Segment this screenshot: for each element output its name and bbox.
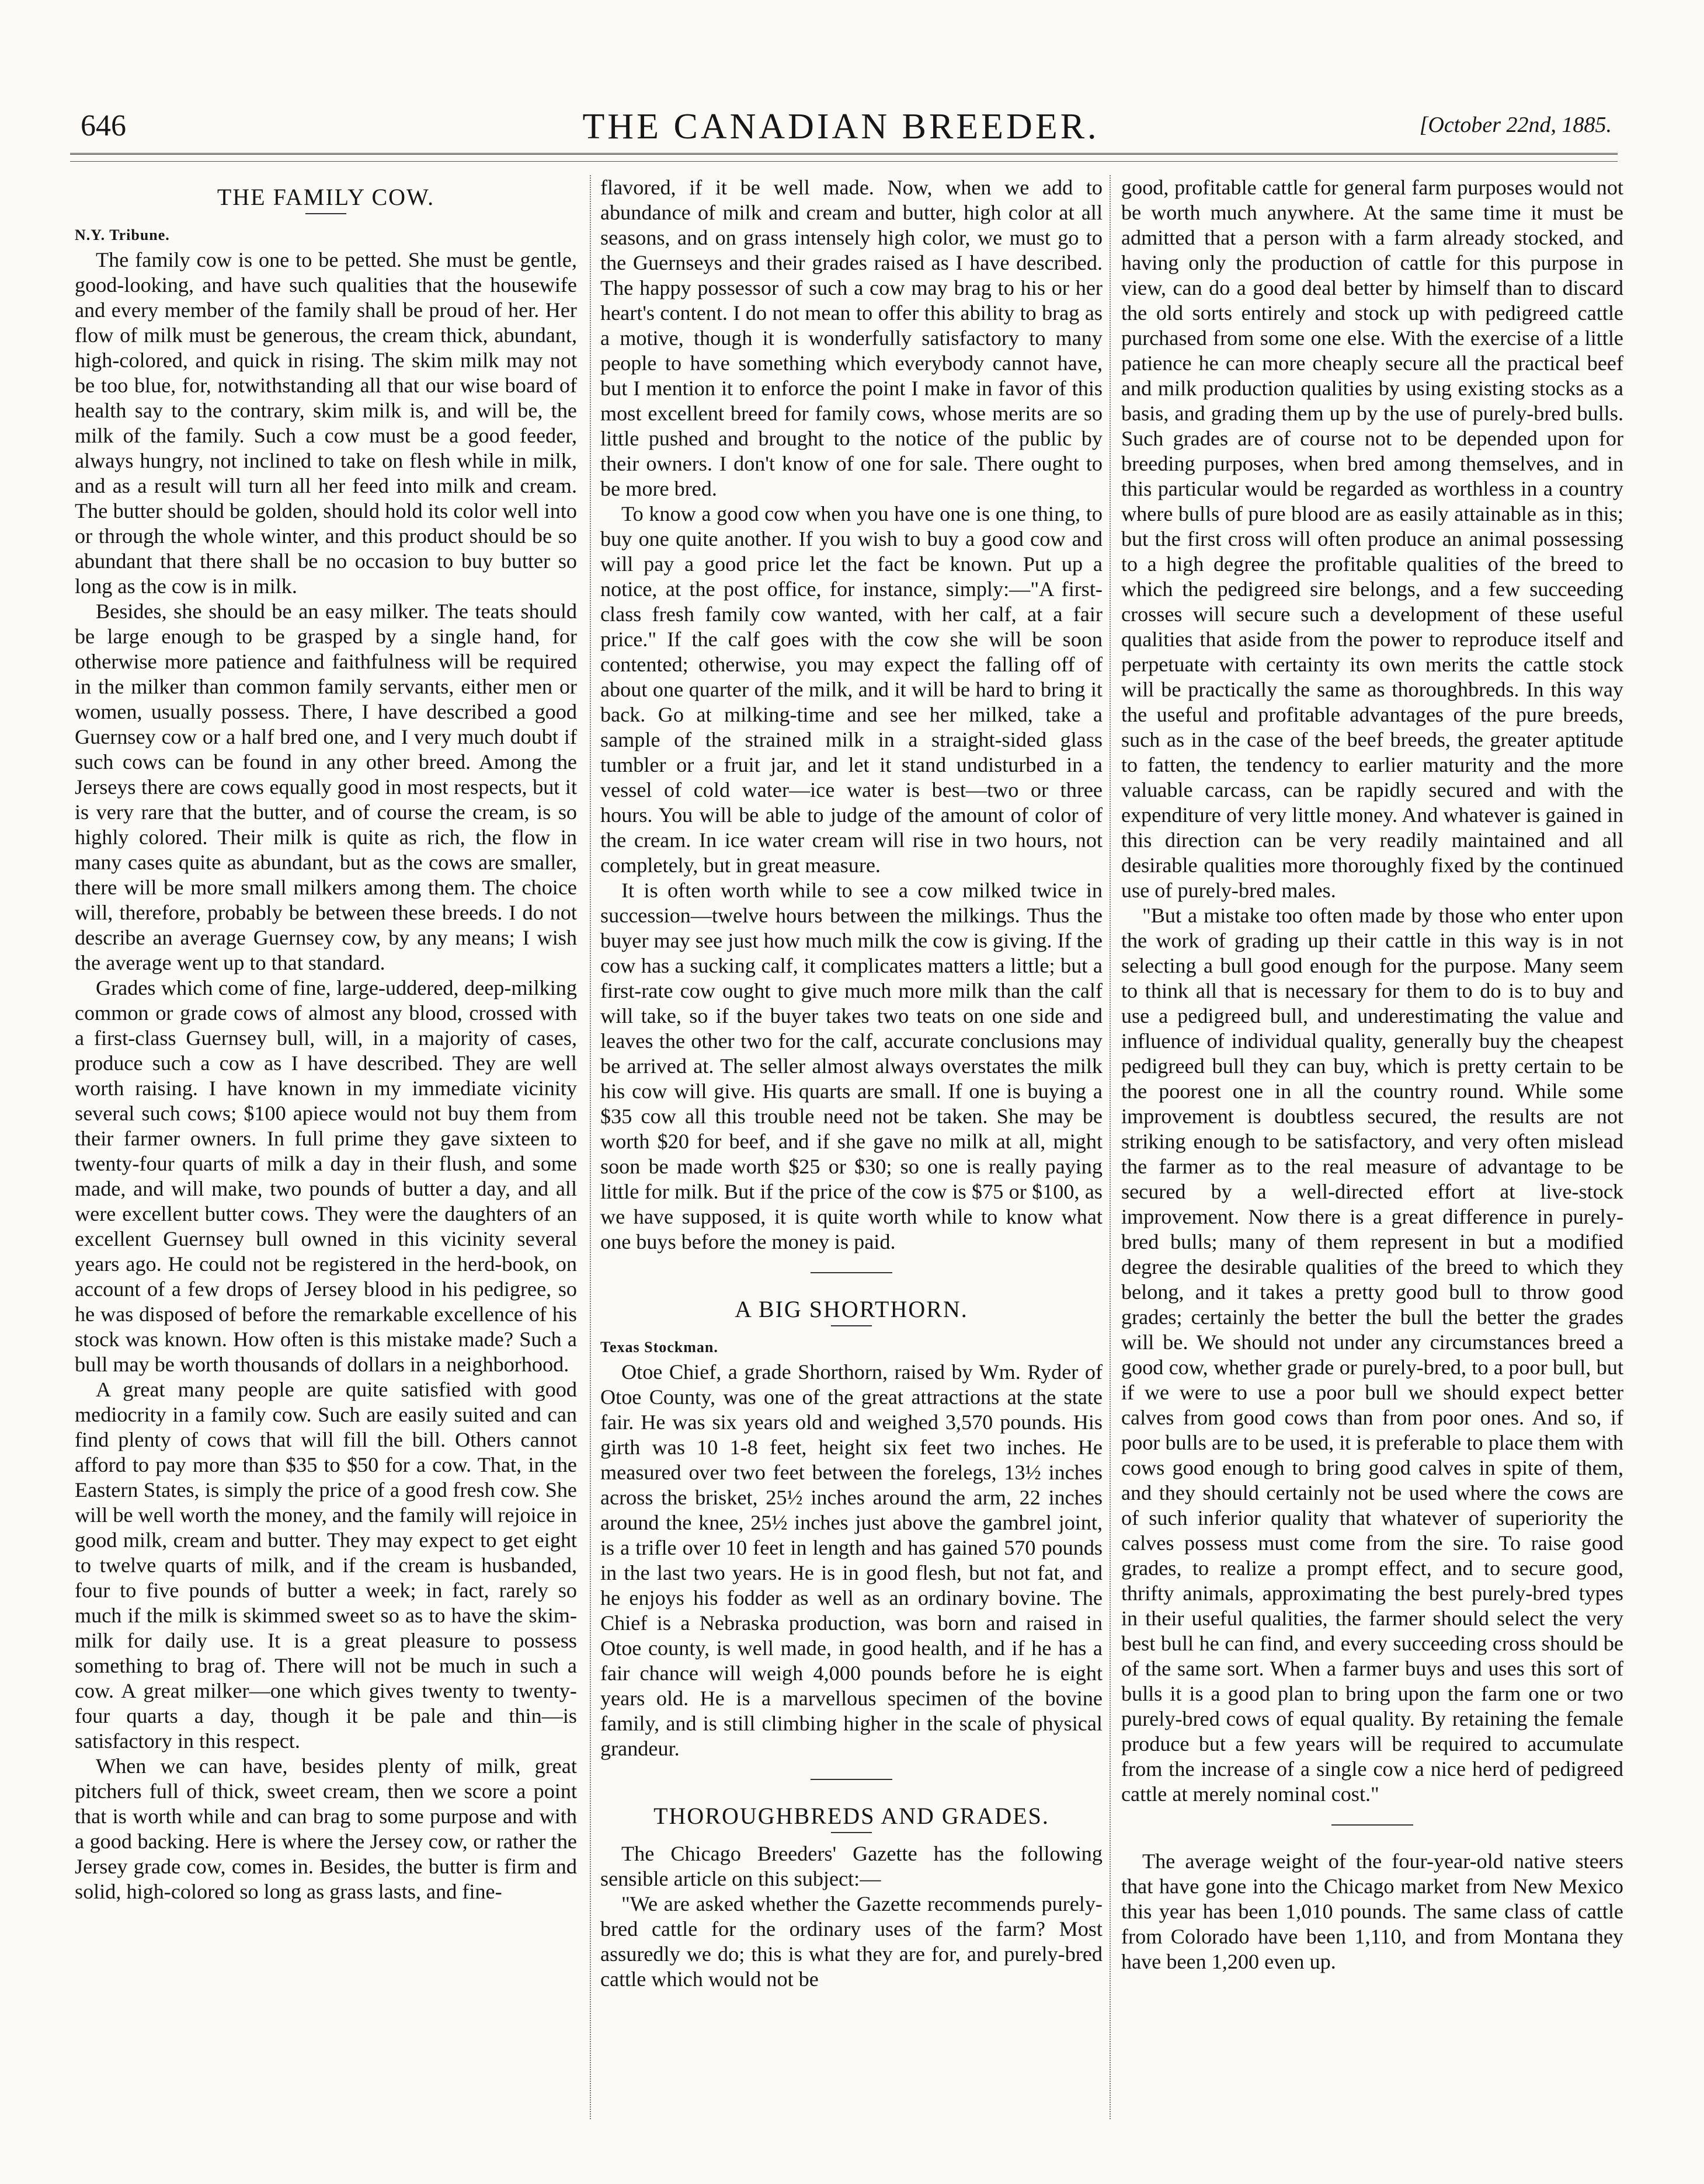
column-2 bbox=[600, 175, 1103, 2148]
article-separator bbox=[811, 1272, 892, 1273]
paragraph: Besides, she should be an easy milker. The teats should be large enough to be grasped by a single hand, for otherwise more patience and faithfulness will be required in the milker than common family servants, either men or women, usually possess. There, I have described a good Guernsey cow or a half bred one, and I very much doubt if such cows can be found in any other breed. Among the Jerseys there are cows equally good in most respects, but it is very rare that the butter, and of course the cream, is so highly colored. Their milk is quite as rich, the flow in many cases quite as abundant, but as the cows are smaller, there will be more small milkers among them. The choice will, therefore, probably be between these breeds. I do not describe an average Guernsey cow, by any means; I wish the average went up to that standard. bbox=[75, 600, 577, 974]
paragraph: To know a good cow when you have one is one thing, to buy one quite another. If you wish to buy a good cow and will pay a good price let the fact be known. Put up a notice, at the post office, for instance, simply:—"A first-class fresh family cow wanted, with her calf, at a fair price." If the calf goes with the cow she will be soon contented; otherwise, you may expect the falling off of about one quarter of the milk, and it will be hard to bring it back. Go at milking-time and see her milked, take a sample of the strained milk in a straight-sided glass tumbler or a fruit jar, and let it stand undisturbed in a vessel of cold water—ice water is best—two or three hours. You will be able to judge of the amount of color of the cream. In ice water cream will rise in two hours, not completely, but in great measure. bbox=[600, 502, 1103, 877]
article-source: Texas Stockman. bbox=[600, 1339, 718, 1356]
article-source: N.Y. Tribune. bbox=[75, 227, 170, 243]
column-divider bbox=[1110, 175, 1111, 2119]
paragraph: flavored, if it be well made. Now, when we add to abundance of milk and cream and butter, high color at all seasons, and on grass intensely high color, we must go to the Guernseys and their grades raised as I have described. The happy possessor of such a cow may brag to his or her heart's content. I do not mean to offer this ability to brag as a motive, though it is wonderfully satisfactory to many people to have something which everybody cannot have, but I mention it to enforce the point I make in favor of this most excellent breed for family cows, whose merits are so little pushed and brought to the notice of the public by their owners. I don't know of one for sale. There ought to be more bred. bbox=[600, 176, 1103, 500]
paragraph: Grades which come of fine, large-uddered, deep-milking common or grade cows of almost any blood, crossed with a first-class Guernsey bull, will, in a majority of cases, produce such a cow as I have described. They are well worth raising. I have known in my immediate vicinity several such cows; $100 apiece would not buy them from their farmer owners. In full prime they gave sixteen to twenty-four quarts of milk a day in their flush, and some made, and will make, two pounds of butter a day, and all were excellent butter cows. They were the daughters of an excellent Guernsey bull owned in this vicinity several years ago. He could not be registered in the herd-book, on account of a few drops of Jersey blood in his pedigree, so he was disposed of before the remarkable excellence of his stock was known. How often is this mistake made? Such a bull may be worth thousands of dollars in a neighborhood. bbox=[75, 976, 577, 1376]
article-title: THE FAMILY COW. bbox=[217, 184, 435, 210]
title-rule bbox=[831, 1325, 872, 1326]
paragraph: The family cow is one to be petted. She must be gentle, good-looking, and have such qualities that the housewife and every member of the family shall be proud of her. Her flow of milk must be generous, the cream thick, abundant, high-colored, and quick in rising. The skim milk may not be too blue, for, notwithstanding all that our wise board of health say to the contrary, skim milk is, and will be, the milk of the family. Such a cow must be a good feeder, always hungry, not inclined to take on flesh while in milk, and as a result will turn all her feed into milk and cream. The butter should be golden, should hold its color well into or through the whole winter, and this product should be so abundant that there shall be no occasion to buy butter so long as the cow is in milk. bbox=[75, 248, 577, 598]
column-3 bbox=[1121, 175, 1623, 2148]
title-rule bbox=[831, 1832, 872, 1833]
paragraph: "But a mistake too often made by those who enter upon the work of grading up their cattle in this way is in not selecting a bull good enough for the purpose. Many seem to think all that is necessary for them to do is to buy and use a pedigreed bull, and underestimating the value and influence of individual quality, generally buy the cheapest pedigreed bull they can buy, which is pretty certain to be the poorest one in all the country round. While some improvement is doubtless secured, the results are not striking enough to be satisfactory, and very often mislead the farmer as to the real measure of advantage to be secured by a well-directed effort at live-stock improvement. Now there is a great difference in purely-bred bulls; many of them represent in but a modified degree the desirable qualities of the breed to which they belong, and it takes a pretty good bull to throw good grades; certainly the better the bull the better the grades will be. We should not under any circumstances breed a good cow, whether grade or purely-bred, to a poor bull, but if we were to use a poor bull we should expect better calves from good cows than from poor ones. And so, if poor bulls are to be used, it is preferable to place them with cows good enough to bring good calves in spite of them, and they should certainly not be used where the cows are of such inferior quality that whatever of superiority the calves possess must come from the sire. To raise good grades, to realize a prompt effect, and to secure good, thrifty animals, approximating the best purely-bred types in their useful qualities, the farmer should select the very best bull he can find, and every succeeding cross should be of the same sort. When a farmer buys and uses this sort of bulls it is a good plan to bring upon the farm one or two purely-bred cows of equal quality. By retaining the female produce but a few years will be required to accumulate from the increase of a single cow a nice herd of pedigreed cattle at merely nominal cost." bbox=[1121, 904, 1623, 1806]
title-rule bbox=[305, 213, 346, 214]
paragraph: It is often worth while to see a cow milked twice in succession—twelve hours between the milkings. Thus the buyer may see just how much milk the cow is giving. If the cow has a sucking calf, it complicates matters a little; but a first-rate cow ought to give much more milk than the calf will take, so if the buyer takes two teats on one side and leaves the other two for the calf, accurate conclusions may be arrived at. The seller almost always overstates the milk his cow will give. His quarts are small. If one is buying a $35 cow all this trouble need not be taken. She may be worth $20 for beef, and if she gave no milk at all, might soon be made worth $25 or $30; so one is really paying little for milk. But if the price of the cow is $75 or $100, as we have supposed, it is quite worth while to know what one buys before the money is paid. bbox=[600, 879, 1103, 1253]
article-title: THOROUGHBREDS AND GRADES. bbox=[653, 1803, 1049, 1829]
paragraph: The Chicago Breeders' Gazette has the following sensible article on this subject:— bbox=[600, 1842, 1103, 1890]
paragraph: When we can have, besides plenty of milk, great pitchers full of thick, sweet cream, then we score a point that is worth while and can brag to some purpose and with a good backing. Here is where the Jersey cow, or rather the Jersey grade cow, comes in. Besides, the butter is firm and solid, high-colored so long as grass lasts, and fine- bbox=[75, 1754, 577, 1903]
paragraph: good, profitable cattle for general farm purposes would not be worth much anywhere. At the same time it must be admitted that a person with a farm already stocked, and having only the production of cattle for this purpose in view, can do a good deal better by himself than to discard the old sorts entirely and stock up with pedigreed cattle purchased from some one else. With the exercise of a little patience he can more cheaply secure all the practical beef and milk production qualities by using existing stocks as a basis, and grading them up by the use of purely-bred bulls. Such grades are of course not to be depended upon for breeding purposes, when bred among themselves, and in this particular would be regarded as worthless in a country where bulls of pure blood are as easily attainable as in this; but the first cross will often produce an animal possessing to a high degree the profitable qualities of the breed to which the pedigreed sire belongs, and a few succeeding crosses will secure such a development of these useful qualities that aside from the power to reproduce itself and perpetuate with certainty its own merits the cattle stock will be practically the same as thoroughbreds. In this way the useful and profitable advantages of the pure breeds, such as in the case of the beef breeds, the greater aptitude to fatten, the tendency to earlier maturity and the more valuable carcass, can be rapidly secured and with the expenditure of very little money. And whatever is gained in this direction can be very readily maintained and all desirable qualities more thoroughly fixed by the continued use of purely-bred males. bbox=[1121, 176, 1623, 902]
header-rule bbox=[70, 153, 1618, 155]
page-header bbox=[70, 106, 1612, 153]
page-number: 646 bbox=[81, 109, 126, 142]
header-rule-thin bbox=[70, 161, 1618, 162]
article-separator bbox=[811, 1779, 892, 1780]
paragraph: Otoe Chief, a grade Shorthorn, raised by Wm. Ryder of Otoe County, was one of the great attractions at the state fair. He was six years old and weighed 3,570 pounds. His girth was 10 1-8 feet, height six feet two inches. He measured over two feet between the forelegs, 13½ inches across the brisket, 25½ inches around the arm, 22 inches around the knee, 25½ inches just above the gambrel joint, is a trifle over 10 feet in length and has gained 570 pounds in the last two years. He is in good flesh, but not fat, and he enjoys his fodder as well as an ordinary bovine. The Chief is a Nebraska production, was born and raised in Otoe county, is well made, in good health, and if he has a fair chance will weigh 4,000 pounds before he is eight years old. He is a marvellous specimen of the bovine family, and is still climbing higher in the scale of physical grandeur. bbox=[600, 1360, 1103, 1760]
article-title: A BIG SHORTHORN. bbox=[735, 1296, 968, 1322]
paragraph: The average weight of the four-year-old native steers that have gone into the Chicago market from New Mexico this year has been 1,010 pounds. The same class of cattle from Colorado have been 1,110, and from Montana they have been 1,200 even up. bbox=[1121, 1849, 1623, 1973]
masthead: THE CANADIAN BREEDER. bbox=[582, 107, 1100, 147]
paragraph: "We are asked whether the Gazette recommends purely-bred cattle for the ordinary uses of the farm? Most assuredly we do; this is what they are for, and purely-bred cattle which would not be bbox=[600, 1892, 1103, 1991]
paragraph: A great many people are quite satisfied with good mediocrity in a family cow. Such are easily suited and can find plenty of cows that will fill the bill. Others cannot afford to pay more than $35 to $50 for a cow. That, in the Eastern States, is simply the price of a good fresh cow. She will be well worth the money, and the family will rejoice in good milk, cream and butter. They may expect to get eight to twelve quarts of milk, and if the cream is husbanded, four to five pounds of butter a week; in fact, rarely so much if the milk is skimmed sweet so as to have the skim-milk for daily use. It is a great pleasure to possess something to brag of. There will not be much in such a cow. A great milker—one which gives twenty to twenty-four quarts a day, though it be pale and thin—is satisfactory in this respect. bbox=[75, 1378, 577, 1753]
column-divider bbox=[590, 175, 591, 2119]
article-separator bbox=[1331, 1824, 1413, 1826]
column-1 bbox=[75, 175, 577, 2148]
issue-date: [October 22nd, 1885. bbox=[1419, 113, 1612, 137]
